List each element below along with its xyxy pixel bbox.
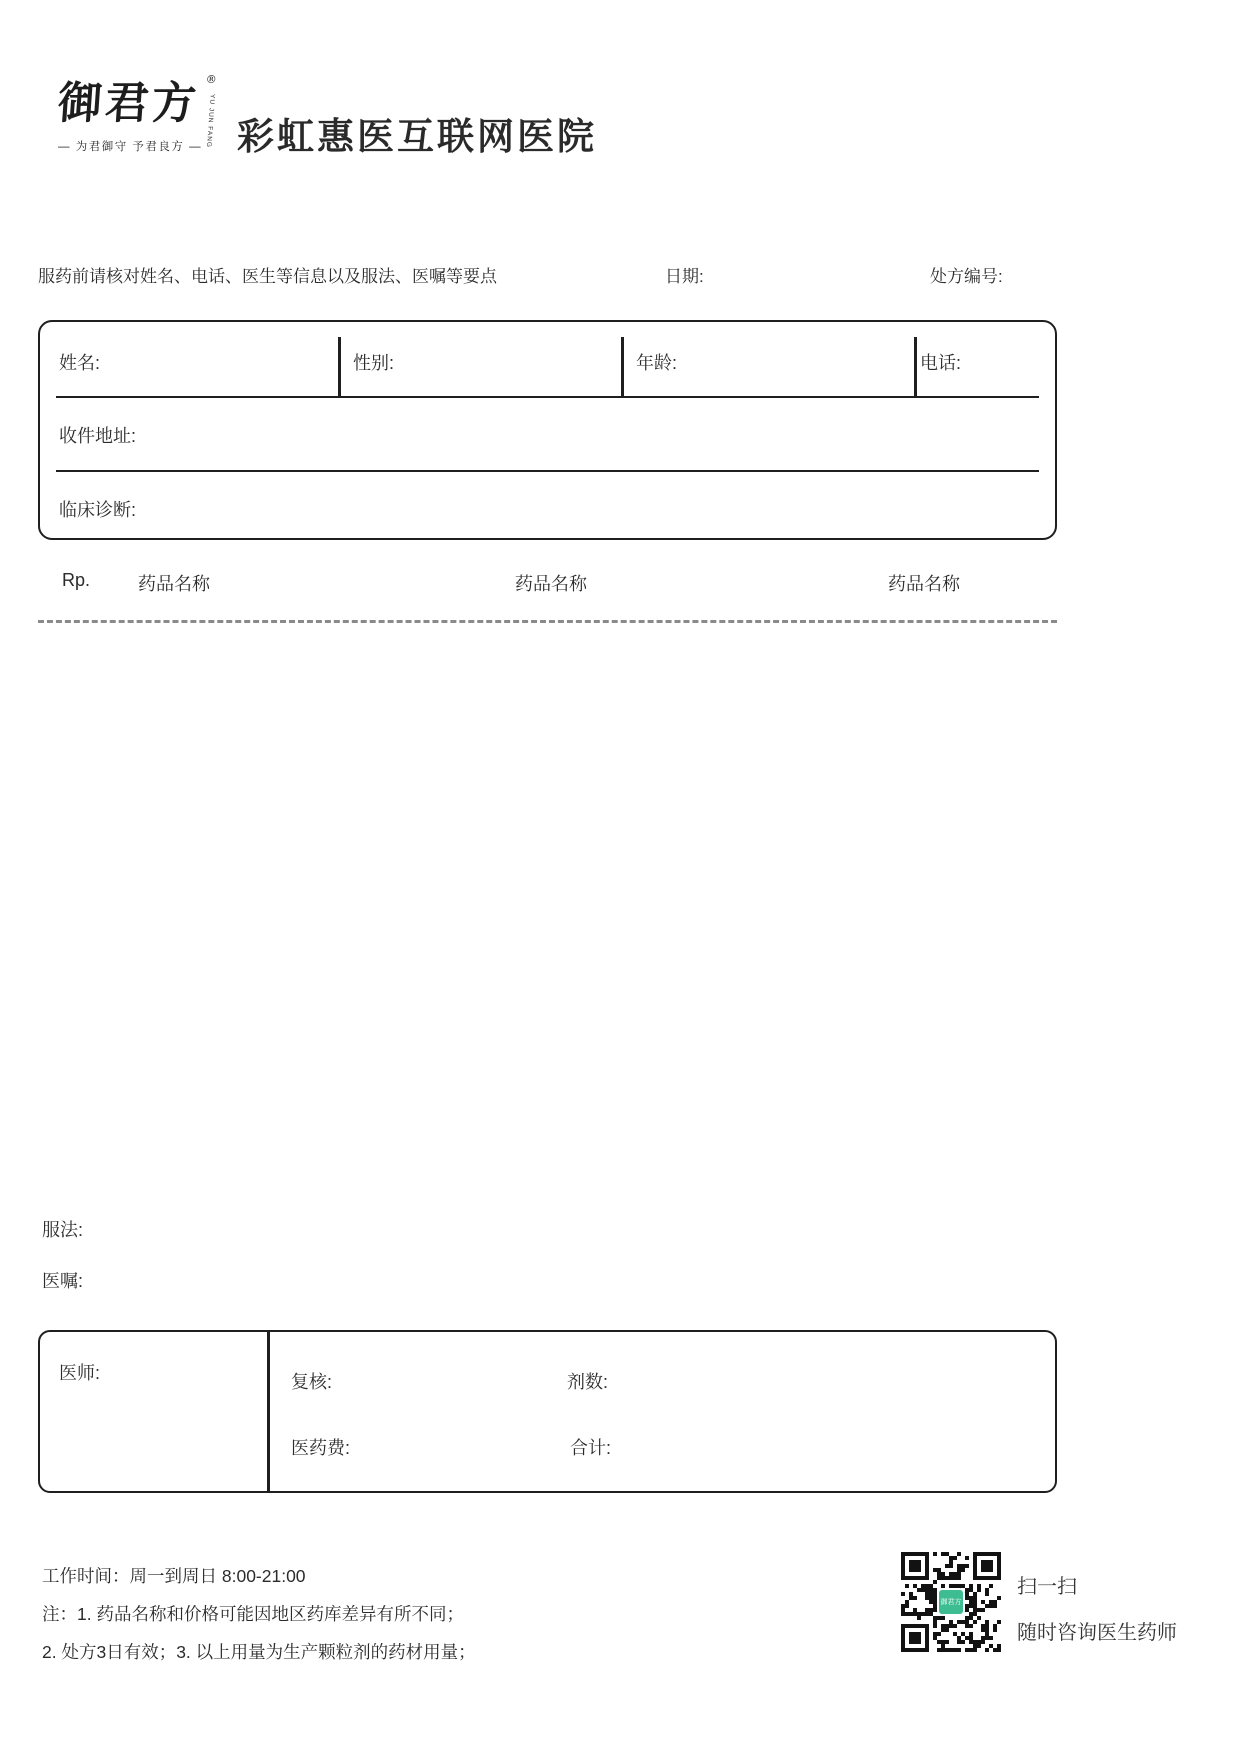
clinical-diagnosis-label: 临床诊断: [59, 500, 137, 520]
divider [338, 337, 341, 397]
qr-code [901, 1552, 1001, 1652]
registered-trademark-icon: ® [205, 73, 218, 86]
scan-label: 扫一扫 [1017, 1576, 1077, 1598]
total-label: 合计: [570, 1438, 612, 1458]
doctor-advice-label: 医嘱: [42, 1271, 84, 1291]
qr-center-logo-text: 御君方 [940, 1599, 962, 1606]
usage-method-label: 服法: [42, 1220, 84, 1240]
drug-name-column-header: 药品名称 [888, 574, 960, 594]
patient-age-label: 年龄: [636, 353, 678, 373]
meta-row [0, 262, 1240, 286]
rp-header-row [38, 570, 1057, 598]
rp-label: Rp. [62, 570, 91, 590]
patient-name-label: 姓名: [59, 353, 101, 373]
drug-name-column-header: 药品名称 [138, 574, 210, 594]
brand-tagline: — 为君御守 予君良方 — [58, 141, 203, 153]
divider [267, 1332, 270, 1491]
qr-center-logo [937, 1588, 965, 1616]
brand-logo-characters: 御君方 [56, 78, 201, 129]
shipping-address-label: 收件地址: [59, 426, 137, 446]
footer-notes [42, 1557, 476, 1671]
rx-number-label: 处方编号: [930, 267, 1003, 286]
signoff-box [38, 1330, 1057, 1493]
note-line-1: 注：1. 药品名称和价格可能因地区药库差异有所不同； [42, 1604, 464, 1624]
divider [914, 337, 917, 397]
brand-logo-romanization: YU JUN FANG [204, 94, 216, 148]
verification-notice: 服药前请核对姓名、电话、医生等信息以及服法、医嘱等要点 [38, 267, 497, 286]
note-line-2: 2. 处方3日有效；3. 以上用量为生产颗粒剂的药材用量； [42, 1642, 476, 1662]
brand-logo [56, 73, 218, 154]
patient-gender-label: 性别: [353, 353, 395, 373]
medicine-fee-label: 医药费: [291, 1438, 351, 1458]
drug-name-column-header: 药品名称 [515, 574, 587, 594]
divider [56, 470, 1039, 472]
dose-count-label: 剂数: [567, 1372, 609, 1392]
date-label: 日期: [665, 267, 704, 286]
scan-subtitle: 随时咨询医生药师 [1017, 1622, 1177, 1644]
hospital-title: 彩虹惠医互联网医院 [237, 116, 597, 157]
divider [56, 396, 1039, 398]
patient-info-box [38, 320, 1057, 540]
working-hours: 工作时间：周一到周日 8:00-21:00 [42, 1566, 306, 1586]
review-label: 复核: [291, 1372, 333, 1392]
doctor-label: 医师: [59, 1363, 101, 1383]
divider [621, 337, 624, 397]
dashed-divider [38, 620, 1057, 623]
patient-phone-label: 电话: [920, 353, 962, 373]
